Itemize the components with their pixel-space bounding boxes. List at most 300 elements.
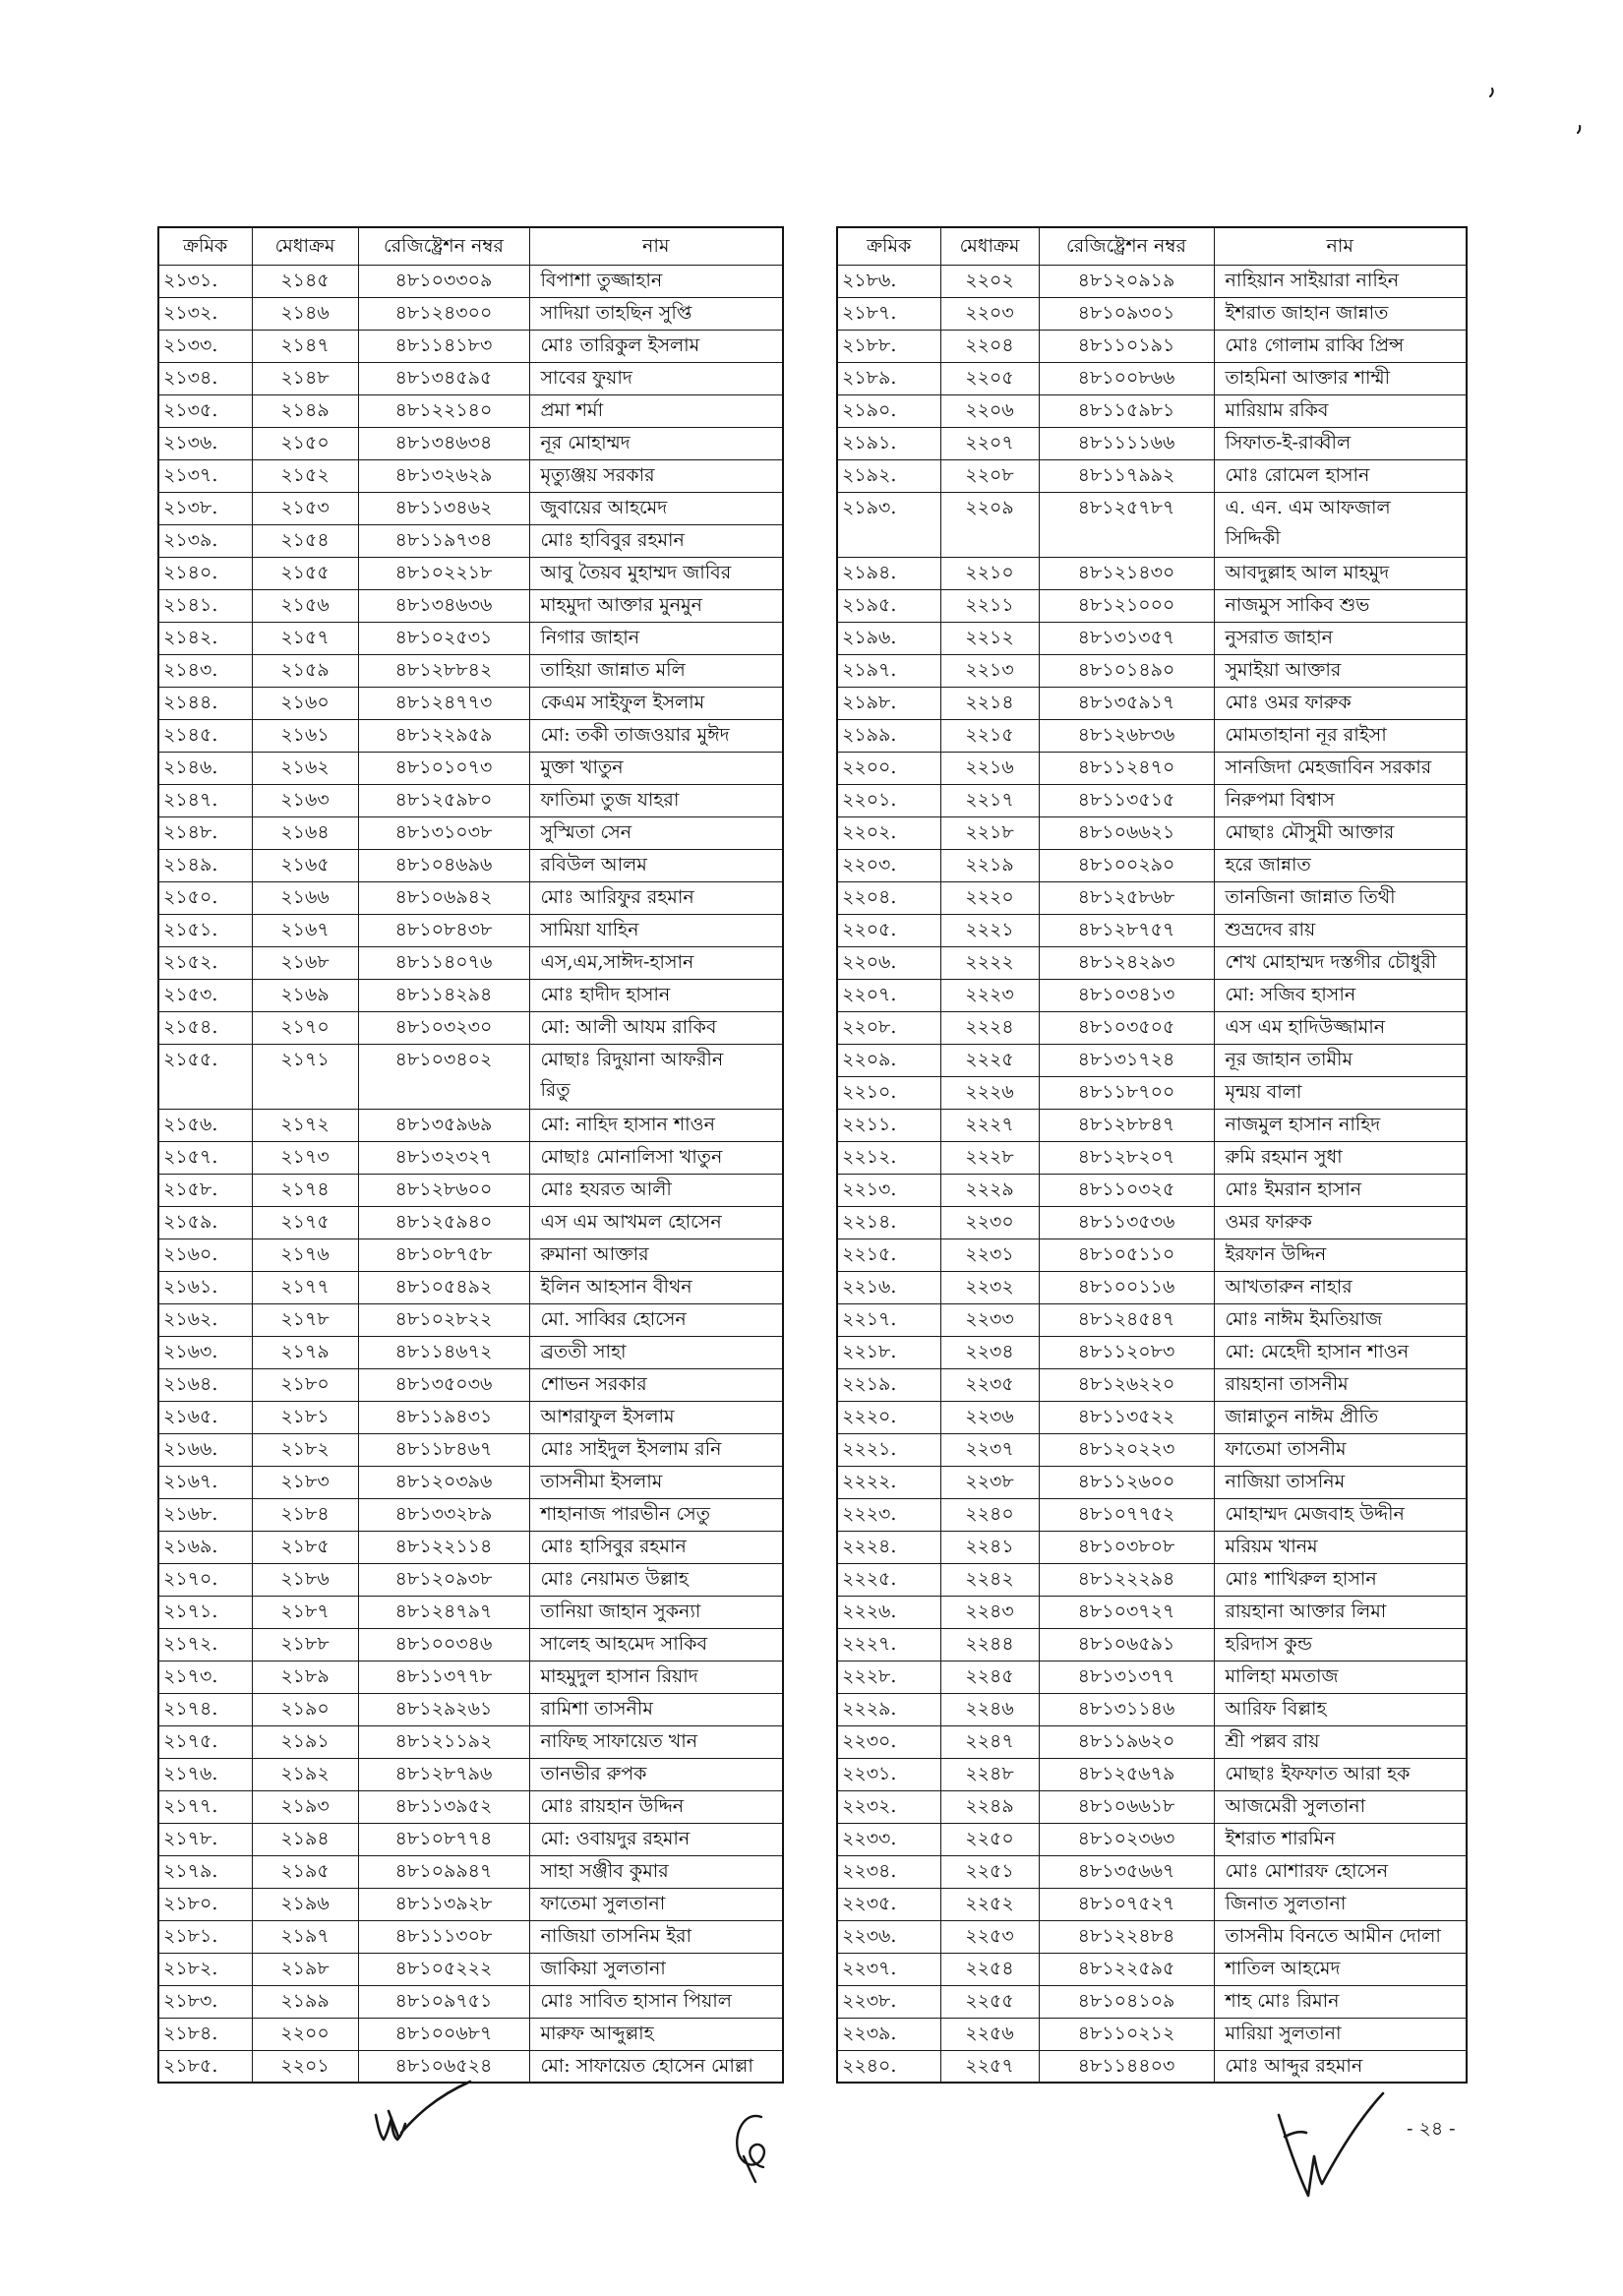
name-cell: মোঃ হযরত আলী	[529, 1174, 783, 1206]
merit-cell: ২১৬২	[252, 752, 358, 784]
table-row	[158, 849, 783, 881]
serial-cell: ২১৭৫.	[158, 1725, 252, 1758]
name-cell: নাজমুল হাসান নাহিদ	[1214, 1109, 1467, 1141]
name-cell: ইশরাত শারমিন	[1214, 1823, 1467, 1855]
merit-cell: ২২৫৩	[940, 1920, 1039, 1953]
table-row	[837, 589, 1467, 622]
table-row	[158, 1563, 783, 1596]
name-cell: সালেহ আহমেদ সাকিব	[529, 1628, 783, 1661]
serial-cell: ২১৭৬.	[158, 1758, 252, 1790]
name-cell: শাহ মোঃ রিমান	[1214, 1985, 1467, 2018]
table-row	[837, 427, 1467, 459]
table-row	[158, 492, 783, 524]
serial-cell: ২২২২.	[837, 1466, 940, 1498]
name-cell: মো: আলী আযম রাকিব	[529, 1011, 783, 1044]
name-cell: রুমি রহমান সুধা	[1214, 1141, 1467, 1174]
name-cell: নূর জাহান তামীম	[1214, 1044, 1467, 1076]
merit-cell: ২১৫৯	[252, 654, 358, 687]
merit-cell: ২২০৩	[940, 297, 1039, 330]
table-row	[837, 1368, 1467, 1401]
name-cell: শোভন সরকার	[529, 1368, 783, 1401]
table-row	[158, 1823, 783, 1855]
table-row	[837, 1855, 1467, 1888]
merit-cell: ২২৪১	[940, 1531, 1039, 1563]
registration-cell: ৪৮১০১০৭৩	[358, 752, 529, 784]
registration-cell: ৪৮১২৪৩০০	[358, 297, 529, 330]
serial-cell: ২১৪৯.	[158, 849, 252, 881]
table-row	[837, 1758, 1467, 1790]
name-cell: মোঃ তারিকুল ইসলাম	[529, 330, 783, 362]
name-cell: মোমতাহানা নূর রাইসা	[1214, 719, 1467, 752]
name-cell: নাজিয়া তাসনিম ইরা	[529, 1920, 783, 1953]
merit-cell: ২২১২	[940, 622, 1039, 654]
registration-cell: ৪৮১২৪৭৭৩	[358, 687, 529, 719]
merit-cell: ২১৫৪	[252, 524, 358, 557]
name-cell: মৃত্যুঞ্জয় সরকার	[529, 459, 783, 492]
table-row	[158, 265, 783, 297]
serial-cell: ২১৪৬.	[158, 752, 252, 784]
name-cell: সাবের ফুয়াদ	[529, 362, 783, 394]
table-row	[837, 1661, 1467, 1693]
serial-cell: ২১৫২.	[158, 946, 252, 979]
merit-cell: ২২২৫	[940, 1044, 1039, 1076]
merit-cell: ২১৯৬	[252, 1888, 358, 1920]
table-row	[837, 1141, 1467, 1174]
table-row	[837, 1433, 1467, 1466]
name-cell: মোঃ আরিফুর রহমান	[529, 881, 783, 914]
merit-cell: ২১৭৭	[252, 1271, 358, 1303]
table-row	[158, 752, 783, 784]
merit-cell: ২২২৬	[940, 1076, 1039, 1109]
serial-cell: ২২২৯.	[837, 1693, 940, 1725]
merit-list-table-right	[836, 226, 1468, 2084]
table-row	[158, 1271, 783, 1303]
name-cell: আরিফ বিল্লাহ	[1214, 1693, 1467, 1725]
serial-cell: ২২১৮.	[837, 1336, 940, 1368]
registration-cell: ৪৮১১২০৮৩	[1039, 1336, 1214, 1368]
merit-cell: ২১৪৮	[252, 362, 358, 394]
name-cell: রবিউল আলম	[529, 849, 783, 881]
merit-cell: ২১৮৫	[252, 1531, 358, 1563]
merit-cell: ২১৮৮	[252, 1628, 358, 1661]
header-name: নাম	[1214, 227, 1467, 265]
table-row	[837, 622, 1467, 654]
name-cell: সানজিদা মেহজাবিন সরকার	[1214, 752, 1467, 784]
merit-cell: ২১৪৭	[252, 330, 358, 362]
merit-cell: ২১৯৪	[252, 1823, 358, 1855]
serial-cell: ২১৫৮.	[158, 1174, 252, 1206]
table-row	[158, 1498, 783, 1531]
registration-cell: ৪৮১০৭৫২৭	[1039, 1888, 1214, 1920]
name-cell: নাহিয়ান সাইয়ারা নাহিন	[1214, 265, 1467, 297]
registration-cell: ৪৮১০৩৪১৩	[1039, 979, 1214, 1011]
serial-cell: ২১৬৩.	[158, 1336, 252, 1368]
name-cell: তাহমিনা আক্তার শাম্মী	[1214, 362, 1467, 394]
name-cell: মো: সাফায়েত হোসেন মোল্লা	[529, 2050, 783, 2083]
name-cell: মো: মেহেদী হাসান শাওন	[1214, 1336, 1467, 1368]
merit-cell: ২২২৯	[940, 1174, 1039, 1206]
signature-right	[1279, 2093, 1383, 2196]
serial-cell: ২১৬১.	[158, 1271, 252, 1303]
registration-cell: ৪৮১০৬৯৪২	[358, 881, 529, 914]
serial-cell: ২২০১.	[837, 784, 940, 816]
serial-cell: ২১৮৮.	[837, 330, 940, 362]
table-row	[158, 330, 783, 362]
merit-cell: ২২৪৩	[940, 1596, 1039, 1628]
serial-cell: ২২২০.	[837, 1401, 940, 1433]
merit-cell: ২১৯৭	[252, 1920, 358, 1953]
merit-cell: ২২১৭	[940, 784, 1039, 816]
merit-cell: ২২৫১	[940, 1855, 1039, 1888]
serial-cell: ২২৩১.	[837, 1758, 940, 1790]
name-cell: মোছাঃ ইফফাত আরা হক	[1214, 1758, 1467, 1790]
registration-cell: ৪৮১০৩৮০৮	[1039, 1531, 1214, 1563]
merit-cell: ২২৩৩	[940, 1303, 1039, 1336]
header-registration: রেজিষ্ট্রেশন নম্বর	[1039, 227, 1214, 265]
registration-cell: ৪৮১২৮৭৯৬	[358, 1758, 529, 1790]
serial-cell: ২১৮০.	[158, 1888, 252, 1920]
registration-cell: ৪৮১১৭৯৯২	[1039, 459, 1214, 492]
registration-cell: ৪৮১১৫৯৮১	[1039, 394, 1214, 427]
merit-cell: ২১৯৫	[252, 1855, 358, 1888]
serial-cell: ২১৩৩.	[158, 330, 252, 362]
serial-cell: ২১৭৯.	[158, 1855, 252, 1888]
merit-cell: ২২৪০	[940, 1498, 1039, 1531]
name-cell: হরে জান্নাত	[1214, 849, 1467, 881]
merit-cell: ২১৮১	[252, 1401, 358, 1433]
table-row	[158, 589, 783, 622]
serial-cell: ২১৩৯.	[158, 524, 252, 557]
name-cell: কেএম সাইফুল ইসলাম	[529, 687, 783, 719]
serial-cell: ২১৬৭.	[158, 1466, 252, 1498]
name-cell: মোছাঃ মোনালিসা খাতুন	[529, 1141, 783, 1174]
merit-cell: ২১৭৬	[252, 1239, 358, 1271]
merit-cell: ২২১৬	[940, 752, 1039, 784]
name-cell: মারিয়াম রকিব	[1214, 394, 1467, 427]
registration-cell: ৪৮১১৩৯৫২	[358, 1790, 529, 1823]
serial-cell: ২১৭২.	[158, 1628, 252, 1661]
registration-cell: ৪৮১০৬৬১৮	[1039, 1790, 1214, 1823]
registration-cell: ৪৮১১৮৭০০	[1039, 1076, 1214, 1109]
registration-cell: ৪৮১০৮৭৫৮	[358, 1239, 529, 1271]
table-row	[158, 622, 783, 654]
registration-cell: ৪৮১২৪৫৪৭	[1039, 1303, 1214, 1336]
table-row	[158, 1433, 783, 1466]
name-cell: তাসনীমা ইসলাম	[529, 1466, 783, 1498]
serial-cell: ২২৩৫.	[837, 1888, 940, 1920]
serial-cell: ২১৯০.	[837, 394, 940, 427]
table-row	[158, 1368, 783, 1401]
registration-cell: ৪৮১৩২৬২৯	[358, 459, 529, 492]
name-cell: জান্নাতুন নাঈম প্রীতি	[1214, 1401, 1467, 1433]
registration-cell: ৪৮১২৮৮৪২	[358, 654, 529, 687]
registration-cell: ৪৮১২৪২৯৩	[1039, 946, 1214, 979]
serial-cell: ২২২৬.	[837, 1596, 940, 1628]
serial-cell: ২১৪৫.	[158, 719, 252, 752]
registration-cell: ৪৮১২০৯১৯	[1039, 265, 1214, 297]
serial-cell: ২১৫৪.	[158, 1011, 252, 1044]
table-row	[837, 459, 1467, 492]
registration-cell: ৪৮১০৬৬২১	[1039, 816, 1214, 849]
merit-cell: ২১৬৭	[252, 914, 358, 946]
merit-cell: ২২২০	[940, 881, 1039, 914]
serial-cell: ২১৫১.	[158, 914, 252, 946]
table-row	[837, 297, 1467, 330]
header-serial: ক্রমিক	[158, 227, 252, 265]
serial-cell: ২২২৭.	[837, 1628, 940, 1661]
table-row	[837, 752, 1467, 784]
table-row	[158, 1531, 783, 1563]
merit-cell: ২২৪৪	[940, 1628, 1039, 1661]
table-row	[837, 1174, 1467, 1206]
merit-cell: ২২১১	[940, 589, 1039, 622]
serial-cell: ২১৫৬.	[158, 1109, 252, 1141]
merit-cell: ২২৪২	[940, 1563, 1039, 1596]
serial-cell: ২১৯৫.	[837, 589, 940, 622]
registration-cell: ৪৮১০২২১৮	[358, 557, 529, 589]
serial-cell: ২১৬২.	[158, 1303, 252, 1336]
name-cell: আবু তৈয়ব মুহাম্মদ জাবির	[529, 557, 783, 589]
table-row	[837, 330, 1467, 362]
name-cell: সাদিয়া তাহছিন সুপ্তি	[529, 297, 783, 330]
registration-cell: ৪৮১১০৩২৫	[1039, 1174, 1214, 1206]
name-cell: মোঃ আব্দুর রহমান	[1214, 2050, 1467, 2083]
name-cell: আজমেরী সুলতানা	[1214, 1790, 1467, 1823]
registration-cell: ৪৮১০৩৩০৯	[358, 265, 529, 297]
registration-cell: ৪৮১২৪৭৯৭	[358, 1596, 529, 1628]
table-row	[837, 1206, 1467, 1239]
registration-cell: ৪৮১১০১৯১	[1039, 330, 1214, 362]
table-header-row	[158, 227, 783, 265]
serial-cell: ২২০৩.	[837, 849, 940, 881]
name-cell: মোঃ সাবিত হাসান পিয়াল	[529, 1985, 783, 2018]
table-row	[158, 1661, 783, 1693]
table-row	[158, 914, 783, 946]
merit-cell: ২২০৭	[940, 427, 1039, 459]
merit-cell: ২২৩২	[940, 1271, 1039, 1303]
name-cell: মোঃ রোমেল হাসান	[1214, 459, 1467, 492]
table-row	[837, 1985, 1467, 2018]
serial-cell: ২১৪৪.	[158, 687, 252, 719]
name-cell: রায়হানা তাসনীম	[1214, 1368, 1467, 1401]
serial-cell: ২১৮৬.	[837, 265, 940, 297]
registration-cell: ৪৮১৩১৩৫৭	[1039, 622, 1214, 654]
serial-cell: ২২২৩.	[837, 1498, 940, 1531]
serial-cell: ২১৬০.	[158, 1239, 252, 1271]
merit-cell: ২১৫৫	[252, 557, 358, 589]
serial-cell: ২২১১.	[837, 1109, 940, 1141]
registration-cell: ৪৮১১৩৭৭৮	[358, 1661, 529, 1693]
registration-cell: ৪৮১০৯৯৪৭	[358, 1855, 529, 1888]
serial-cell: ২২০৯.	[837, 1044, 940, 1076]
serial-cell: ২২১৬.	[837, 1271, 940, 1303]
table-row	[837, 1531, 1467, 1563]
table-row	[158, 1628, 783, 1661]
serial-cell: ২২২৫.	[837, 1563, 940, 1596]
table-row	[837, 1693, 1467, 1725]
registration-cell: ৪৮১৩২৩২৭	[358, 1141, 529, 1174]
registration-cell: ৪৮১৩৫৯১৭	[1039, 687, 1214, 719]
name-cell: মোঃ সাইদুল ইসলাম রনি	[529, 1433, 783, 1466]
name-cell: শাহানাজ পারভীন সেতু	[529, 1498, 783, 1531]
serial-cell: ২১৮৯.	[837, 362, 940, 394]
merit-cell: ২২০৬	[940, 394, 1039, 427]
merit-cell: ২২২৪	[940, 1011, 1039, 1044]
table-row	[837, 654, 1467, 687]
registration-cell: ৪৮১২০২২৩	[1039, 1433, 1214, 1466]
merit-cell: ২১৮৯	[252, 1661, 358, 1693]
table-row	[158, 1336, 783, 1368]
name-cell: রুমানা আক্তার	[529, 1239, 783, 1271]
name-cell: রামিশা তাসনীম	[529, 1693, 783, 1725]
table-row	[158, 1239, 783, 1271]
name-cell: শেখ মোহাম্মদ দস্তগীর চৌধুরী	[1214, 946, 1467, 979]
table-row	[158, 784, 783, 816]
name-cell: নাজিয়া তাসনিম	[1214, 1466, 1467, 1498]
table-row	[158, 816, 783, 849]
table-row	[158, 719, 783, 752]
table-row	[837, 1888, 1467, 1920]
name-cell: তানভীর রুপক	[529, 1758, 783, 1790]
name-cell: মারুফ আব্দুল্লাহ	[529, 2018, 783, 2050]
serial-cell: ২২১৪.	[837, 1206, 940, 1239]
table-row	[158, 1596, 783, 1628]
merit-cell: ২১৮৭	[252, 1596, 358, 1628]
serial-cell: ২২১৭.	[837, 1303, 940, 1336]
serial-cell: ২১৬৯.	[158, 1531, 252, 1563]
serial-cell: ২১৬৮.	[158, 1498, 252, 1531]
merit-cell: ২১৬৩	[252, 784, 358, 816]
merit-cell: ২২০০	[252, 2018, 358, 2050]
serial-cell: ২২৪০.	[837, 2050, 940, 2083]
name-cell: মোঃ নাঈম ইমতিয়াজ	[1214, 1303, 1467, 1336]
table-row	[837, 362, 1467, 394]
serial-cell: ২২০৮.	[837, 1011, 940, 1044]
serial-cell: ২২২৮.	[837, 1661, 940, 1693]
serial-cell: ২১৪২.	[158, 622, 252, 654]
serial-cell: ২১৮১.	[158, 1920, 252, 1953]
merit-cell: ২১৭৩	[252, 1141, 358, 1174]
merit-cell: ২১৭৮	[252, 1303, 358, 1336]
serial-cell: ২১৫০.	[158, 881, 252, 914]
registration-cell: ৪৮১১৩৯২৮	[358, 1888, 529, 1920]
registration-cell: ৪৮১১৩৫৩৬	[1039, 1206, 1214, 1239]
merit-cell: ২২১৯	[940, 849, 1039, 881]
registration-cell: ৪৮১০৮৪৩৮	[358, 914, 529, 946]
registration-cell: ৪৮১২৯২৬১	[358, 1693, 529, 1725]
name-cell: সুমাইয়া আক্তার	[1214, 654, 1467, 687]
table-row	[837, 1596, 1467, 1628]
registration-cell: ৪৮১১৪১৮৩	[358, 330, 529, 362]
name-cell: তানজিনা জান্নাত তিথী	[1214, 881, 1467, 914]
scan-mark-2	[1578, 126, 1580, 133]
serial-cell: ২২৩৬.	[837, 1920, 940, 1953]
serial-cell: ২১৫৭.	[158, 1141, 252, 1174]
serial-cell: ২১৮৭.	[837, 297, 940, 330]
name-cell: শ্রী পল্লব রায়	[1214, 1725, 1467, 1758]
table-row	[837, 394, 1467, 427]
registration-cell: ৪৮১০০৬৮৭	[358, 2018, 529, 2050]
registration-cell: ৪৮১০৬৫২৪	[358, 2050, 529, 2083]
page-number: - ২৪ -	[1407, 2118, 1456, 2140]
table-row	[158, 1920, 783, 1953]
name-cell: এ. এন. এম আফজাল সিদ্দিকী	[1214, 492, 1467, 557]
registration-cell: ৪৮১২৫৮৬৮	[1039, 881, 1214, 914]
table-row	[837, 1044, 1467, 1076]
merit-cell: ২১৭৫	[252, 1206, 358, 1239]
name-cell: মো: সজিব হাসান	[1214, 979, 1467, 1011]
table-row	[158, 946, 783, 979]
merit-cell: ২১৯৩	[252, 1790, 358, 1823]
table-row	[158, 524, 783, 557]
name-cell: মালিহা মমতাজ	[1214, 1661, 1467, 1693]
name-cell: হরিদাস কুন্ড	[1214, 1628, 1467, 1661]
merit-cell: ২২৫৬	[940, 2018, 1039, 2050]
registration-cell: ৪৮১১১১৬৬	[1039, 427, 1214, 459]
registration-cell: ৪৮১৩১১৪৬	[1039, 1693, 1214, 1725]
table-row	[158, 1466, 783, 1498]
table-row	[837, 1239, 1467, 1271]
merit-cell: ২২৪৯	[940, 1790, 1039, 1823]
table-row	[158, 394, 783, 427]
table-row	[837, 1401, 1467, 1433]
merit-cell: ২২০১	[252, 2050, 358, 2083]
merit-cell: ২১৯২	[252, 1758, 358, 1790]
table-row	[158, 1303, 783, 1336]
serial-cell: ২১৩৪.	[158, 362, 252, 394]
table-row	[837, 2018, 1467, 2050]
merit-cell: ২১৭০	[252, 1011, 358, 1044]
name-cell: এস,এম,সাঈদ-হাসান	[529, 946, 783, 979]
serial-cell: ২১৩৬.	[158, 427, 252, 459]
registration-cell: ৪৮১০৩৪০২	[358, 1044, 529, 1109]
table-row	[837, 979, 1467, 1011]
name-cell: শুভ্রদেব রায়	[1214, 914, 1467, 946]
serial-cell: ২১৭৩.	[158, 1661, 252, 1693]
registration-cell: ৪৮১০১৪৯০	[1039, 654, 1214, 687]
table-row	[837, 816, 1467, 849]
registration-cell: ৪৮১২১৪৩০	[1039, 557, 1214, 589]
merit-cell: ২১৭২	[252, 1109, 358, 1141]
serial-cell: ২১৫৩.	[158, 979, 252, 1011]
table-row	[158, 362, 783, 394]
name-cell: ইরফান উদ্দিন	[1214, 1239, 1467, 1271]
name-cell: মোহাম্মদ মেজবাহ উদ্দীন	[1214, 1498, 1467, 1531]
table-row	[837, 1563, 1467, 1596]
serial-cell: ২১৭৪.	[158, 1693, 252, 1725]
serial-cell: ২১৭০.	[158, 1563, 252, 1596]
merit-cell: ২১৪৫	[252, 265, 358, 297]
table-row	[837, 1953, 1467, 1985]
merit-cell: ২২২৭	[940, 1109, 1039, 1141]
registration-cell: ৪৮১৩১৭২৪	[1039, 1044, 1214, 1076]
merit-cell: ২২২১	[940, 914, 1039, 946]
serial-cell: ২১৪১.	[158, 589, 252, 622]
registration-cell: ৪৮১১৯৭৩৪	[358, 524, 529, 557]
serial-cell: ২১৩৫.	[158, 394, 252, 427]
name-cell: প্রমা শর্মা	[529, 394, 783, 427]
registration-cell: ৪৮১২২১৪০	[358, 394, 529, 427]
table-row	[158, 979, 783, 1011]
merit-cell: ২১৫২	[252, 459, 358, 492]
serial-cell: ২১৮৩.	[158, 1985, 252, 2018]
table-header-row	[837, 227, 1467, 265]
serial-cell: ২১৯২.	[837, 459, 940, 492]
merit-cell: ২২৩৮	[940, 1466, 1039, 1498]
table-row	[158, 1011, 783, 1044]
table-row	[837, 784, 1467, 816]
merit-cell: ২১৫০	[252, 427, 358, 459]
